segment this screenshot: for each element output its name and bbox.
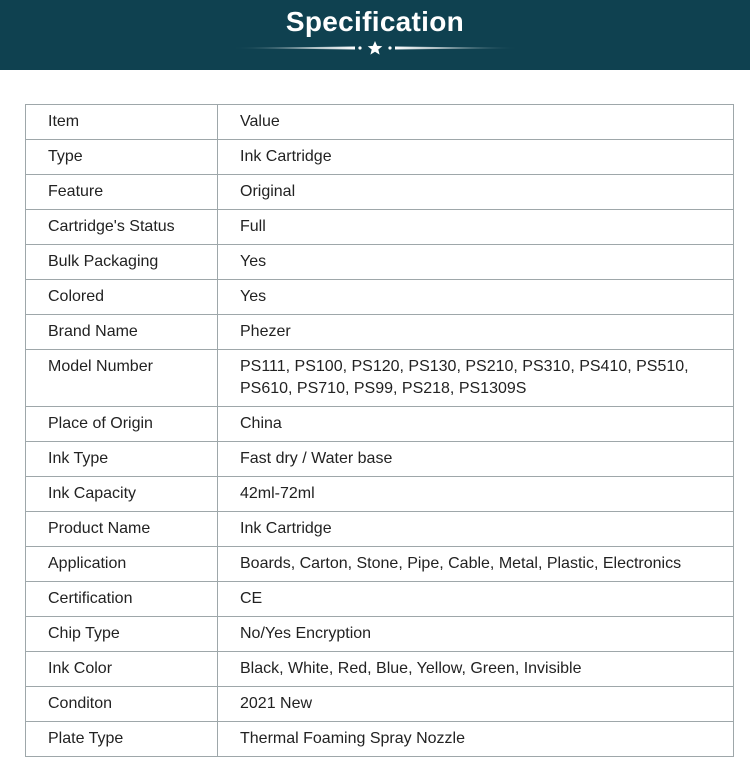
- table-row: [26, 140, 734, 175]
- value-cell: Original: [218, 175, 734, 210]
- table-row: [26, 350, 734, 407]
- value-cell: No/Yes Encryption: [218, 617, 734, 652]
- item-cell: Colored: [26, 280, 218, 315]
- table-row: [26, 210, 734, 245]
- value-cell: Full: [218, 210, 734, 245]
- item-cell: Ink Type: [26, 442, 218, 477]
- table-row: [26, 617, 734, 652]
- value-cell: 42ml-72ml: [218, 477, 734, 512]
- item-cell: Place of Origin: [26, 407, 218, 442]
- table-row: [26, 245, 734, 280]
- value-cell: CE: [218, 582, 734, 617]
- table-row: [26, 687, 734, 722]
- table-header-row: [26, 105, 734, 140]
- header-banner: [0, 0, 750, 70]
- item-cell: Application: [26, 547, 218, 582]
- value-cell: Thermal Foaming Spray Nozzle: [218, 722, 734, 757]
- item-cell: Ink Capacity: [26, 477, 218, 512]
- star-divider-icon: [0, 38, 750, 58]
- item-cell: Ink Color: [26, 652, 218, 687]
- value-cell: Yes: [218, 245, 734, 280]
- page-title: Specification: [285, 6, 465, 37]
- value-cell: Value: [218, 105, 734, 140]
- table-row: [26, 722, 734, 757]
- table-row: [26, 477, 734, 512]
- value-cell: Boards, Carton, Stone, Pipe, Cable, Metal, Plastic, Electronics: [218, 547, 734, 582]
- item-cell: Product Name: [26, 512, 218, 547]
- item-cell: Feature: [26, 175, 218, 210]
- item-cell: Certification: [26, 582, 218, 617]
- value-cell: Black, White, Red, Blue, Yellow, Green, Invisible: [218, 652, 734, 687]
- table-row: [26, 582, 734, 617]
- item-cell: Conditon: [26, 687, 218, 722]
- table-row: [26, 512, 734, 547]
- table-row: [26, 407, 734, 442]
- item-cell: Bulk Packaging: [26, 245, 218, 280]
- table-row: [26, 652, 734, 687]
- table-row: [26, 280, 734, 315]
- specification-table: [25, 104, 734, 757]
- item-cell: Chip Type: [26, 617, 218, 652]
- value-cell: Phezer: [218, 315, 734, 350]
- item-cell: Plate Type: [26, 722, 218, 757]
- value-cell: PS111, PS100, PS120, PS130, PS210, PS310, PS410, PS510, PS610, PS710, PS99, PS218, PS1309S: [218, 350, 734, 407]
- value-cell: China: [218, 407, 734, 442]
- table-row: [26, 442, 734, 477]
- table-row: [26, 315, 734, 350]
- table-row: [26, 547, 734, 582]
- table-row: [26, 175, 734, 210]
- item-cell: Brand Name: [26, 315, 218, 350]
- item-cell: Model Number: [26, 350, 218, 407]
- value-cell: Ink Cartridge: [218, 140, 734, 175]
- value-cell: Fast dry / Water base: [218, 442, 734, 477]
- value-cell: Ink Cartridge: [218, 512, 734, 547]
- value-cell: Yes: [218, 280, 734, 315]
- item-cell: Item: [26, 105, 218, 140]
- item-cell: Type: [26, 140, 218, 175]
- item-cell: Cartridge's Status: [26, 210, 218, 245]
- value-cell: 2021 New: [218, 687, 734, 722]
